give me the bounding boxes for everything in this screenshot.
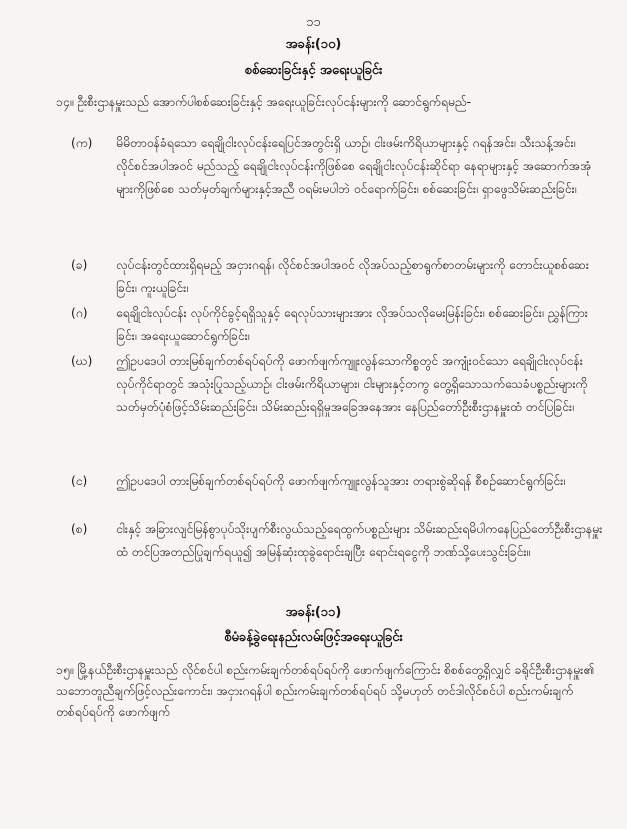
section-24-item-gha — [71, 350, 604, 419]
item-marker: (စ) — [71, 522, 88, 536]
section-24-item-ka — [71, 132, 604, 201]
page-number: ၁၁ — [306, 15, 321, 30]
section-24-item-nga — [71, 470, 604, 493]
section-24-item-ga — [71, 302, 604, 348]
item-text: ရေချိုငါးလုပ်ငန်း လုပ်ကိုင်ခွင့်ရရှိသူနှင့် ရေလုပ်သားများအား လိုအပ်သလိုမေးမြန်းခြင်း၊ စစ်ဆေးခြင်း၊ ညွှန်ကြားခြင်း၊ အရေးယူဆောင်ရွက်ခြင်း၊ — [116, 306, 588, 343]
item-marker: (ဂ) — [71, 306, 88, 320]
section-25-text: ၁၅။ မြို့နယ်ဦးစီးဌာနမှူးသည် လိုင်စင်ပါ စည်းကမ်းချက်တစ်ရပ်ရပ်ကို ဖောက်ဖျက်ကြောင်း စိစစ်တွေ့ရှိလျှင် ခရိုင်ဦးစီးဌာနမှူး၏ သဘောတူညီချက်ဖြင့်လည်းကောင်း၊ အငှားဂရန်ပါ စည်းကမ်းချက်တစ်ရပ်ရပ် သို့မဟုတ် တင်ဒါလိုင်စင်ပါ စည်းကမ်းချက်တစ်ရပ်ရပ်ကို ဖောက်ဖျက် — [56, 663, 595, 719]
chapter-10-title: စစ်ဆေးခြင်းနှင့် အရေးယူခြင်း — [244, 63, 383, 78]
chapter-10-number: အခန်း(၁၀) — [285, 37, 342, 52]
item-text: မိမိတာဝန်ခံရသော ရေချိုငါးလုပ်ငန်းရေပြင်အတွင်းရှိ ယာဉ်၊ ငါးဖမ်းကိရိယာများနှင့် ဂရန်အင်း၊ သီးသန့်အင်း၊ လိုင်စင်အပါအဝင် မည်သည့် ရေချိုငါးလုပ်ငန်းကိုဖြစ်စေ ရေချိုငါးလုပ်ငန်းဆိုင်ရာ နေရာများနှင့် အဆောက်အအုံများကိုဖြစ်စေ သတ်မှတ်ချက်များနှင့်အညီ ဝရမ်းမပါဘဲ ဝင်ရောက်ခြင်း၊ စစ်ဆေးခြင်း၊ ရှာဖွေသိမ်းဆည်းခြင်း၊ — [116, 136, 592, 196]
item-text: ငါးနှင့် အခြားလျင်မြန်စွာပုပ်သိုးပျက်စီးလွယ်သည့်ရေထွက်ပစ္စည်းများ သိမ်းဆည်းရမိပါကနေပြည်တော်ဦးစီးဌာနမှူးထံ တင်ပြအတည်ပြုချက်ရယူ၍ အမြန်ဆုံးထုခွဲရောင်းချပြီး ရောင်းရငွေကို ဘဏ်သို့ပေးသွင်းခြင်း။ — [116, 522, 603, 559]
chapter-11-number: အခန်း(၁၁) — [285, 605, 342, 620]
section-24-item-kha — [71, 254, 604, 300]
chapter-11-title: စီမံခန့်ခွဲရေးနည်းလမ်းဖြင့်အရေးယူခြင်း — [224, 630, 403, 645]
item-marker: (ဃ) — [71, 354, 93, 368]
item-text: ဤဥပဒေပါ တားမြစ်ချက်တစ်ရပ်ရပ်ကို ဖောက်ဖျက်ကျူးလွန်သောကိစ္စတွင် အကျုံးဝင်သော ရေချိုငါးလုပ်ငန်းလုပ်ကိုင်ရာတွင် အသုံးပြုသည့်ယာဉ်၊ ငါးဖမ်းကိရိယာများ၊ ငါးများနှင့်တကွ တွေ့ရှိသောသက်သေခံပစ္စည်းများကို သတ်မှတ်ပုံစံဖြင့်သိမ်းဆည်းခြင်း၊ သိမ်းဆည်းရရှိမှုအခြေအနေအား နေပြည်တော်ဦးစီးဌာနမှူးထံ တင်ပြခြင်း၊ — [116, 354, 588, 414]
item-marker: (ခ) — [71, 258, 88, 272]
item-text: လုပ်ငန်းတွင်ထားရှိရမည့် အငှားဂရန်၊ လိုင်စင်အပါအဝင် လိုအပ်သည့်စာရွက်စာတမ်းများကို တောင်းယူစစ်ဆေးခြင်း၊ ကူးယူခြင်း၊ — [116, 258, 589, 295]
item-marker: (က) — [71, 136, 93, 150]
item-marker: (င) — [71, 474, 88, 488]
item-text: ဤဥပဒေပါ တားမြစ်ချက်တစ်ရပ်ရပ်ကို ဖောက်ဖျက်ကျူးလွန်သူအား တရားစွဲဆိုရန် စီစဉ်ဆောင်ရွက်ခြင်း၊ — [116, 474, 566, 488]
section-24-item-sa — [71, 518, 604, 564]
section-24-intro: ၁၄။ ဦးစီးဌာနမှူးသည် အောက်ပါစစ်ဆေးခြင်းနှင့် အရေးယူခြင်းလုပ်ငန်းများကို ဆောင်ရွက်ရမည်- — [56, 95, 471, 109]
